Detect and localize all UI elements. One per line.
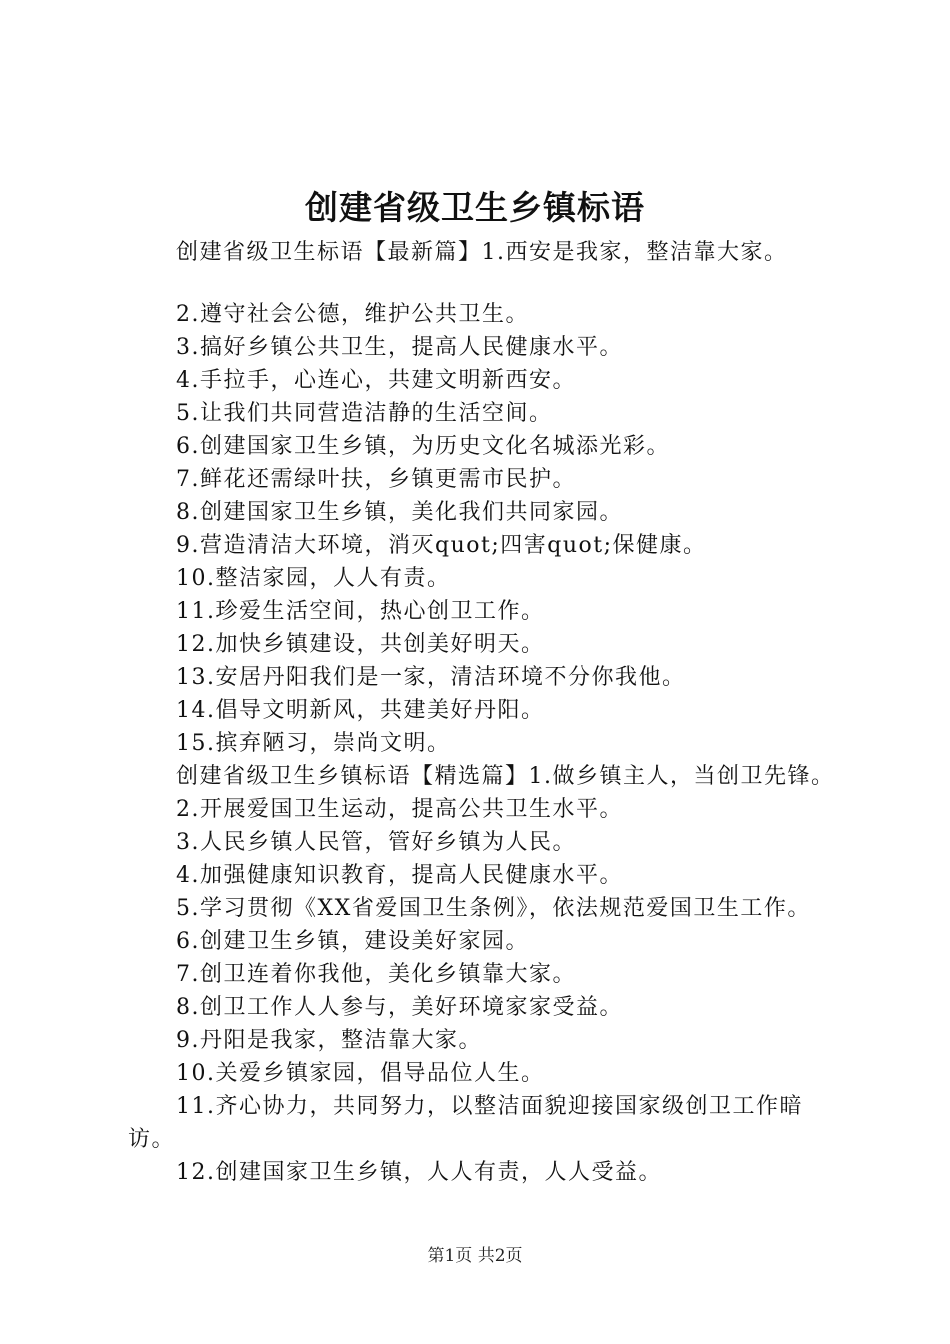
paragraph: 5.让我们共同营造洁静的生活空间。 — [176, 401, 553, 426]
paragraph: 4.手拉手，心连心，共建文明新西安。 — [176, 368, 576, 393]
paragraph: 11.齐心协力，共同努力，以整洁面貌迎接国家级创卫工作暗访。 — [128, 1094, 803, 1152]
paragraph: 9.丹阳是我家，整洁靠大家。 — [176, 1028, 482, 1053]
paragraph: 11.珍爱生活空间，热心创卫工作。 — [176, 599, 545, 624]
page-footer: 第1页 共2页 — [427, 1246, 523, 1266]
paragraph: 4.加强健康知识教育，提高人民健康水平。 — [176, 863, 623, 888]
paragraph: 10.关爱乡镇家园，倡导品位人生。 — [176, 1061, 545, 1086]
paragraph: 2.遵守社会公德，维护公共卫生。 — [176, 302, 529, 327]
paragraph: 12.创建国家卫生乡镇，人人有责，人人受益。 — [176, 1160, 662, 1185]
paragraph: 7.鲜花还需绿叶扶，乡镇更需市民护。 — [176, 467, 576, 492]
paragraph: 8.创卫工作人人参与，美好环境家家受益。 — [176, 995, 623, 1020]
paragraph: 7.创卫连着你我他，美化乡镇靠大家。 — [176, 962, 576, 987]
paragraph: 3.人民乡镇人民管，管好乡镇为人民。 — [176, 830, 576, 855]
paragraph: 6.创建卫生乡镇，建设美好家园。 — [176, 929, 529, 954]
paragraph: 13.安居丹阳我们是一家，清洁环境不分你我他。 — [176, 665, 686, 690]
document-title: 创建省级卫生乡镇标语 — [305, 188, 645, 227]
paragraph: 6.创建国家卫生乡镇，为历史文化名城添光彩。 — [176, 434, 670, 459]
paragraph: 15.摈弃陋习，崇尚文明。 — [176, 731, 451, 756]
paragraph: 12.加快乡镇建设，共创美好明天。 — [176, 632, 545, 657]
paragraph: 3.搞好乡镇公共卫生，提高人民健康水平。 — [176, 335, 623, 360]
paragraph: 创建省级卫生乡镇标语【精选篇】1.做乡镇主人，当创卫先锋。 — [176, 764, 835, 789]
document-body — [128, 236, 840, 1189]
paragraph: 8.创建国家卫生乡镇，美化我们共同家园。 — [176, 500, 623, 525]
paragraph: 9.营造清洁大环境，消灭quot;四害quot;保健康。 — [176, 533, 707, 558]
paragraph: 14.倡导文明新风，共建美好丹阳。 — [176, 698, 545, 723]
paragraph: 创建省级卫生标语【最新篇】1.西安是我家，整洁靠大家。 — [176, 240, 788, 265]
paragraph: 2.开展爱国卫生运动，提高公共卫生水平。 — [176, 797, 623, 822]
paragraph: 10.整洁家园，人人有责。 — [176, 566, 451, 591]
paragraph: 5.学习贯彻《XX省爱国卫生条例》，依法规范爱国卫生工作。 — [176, 896, 811, 921]
